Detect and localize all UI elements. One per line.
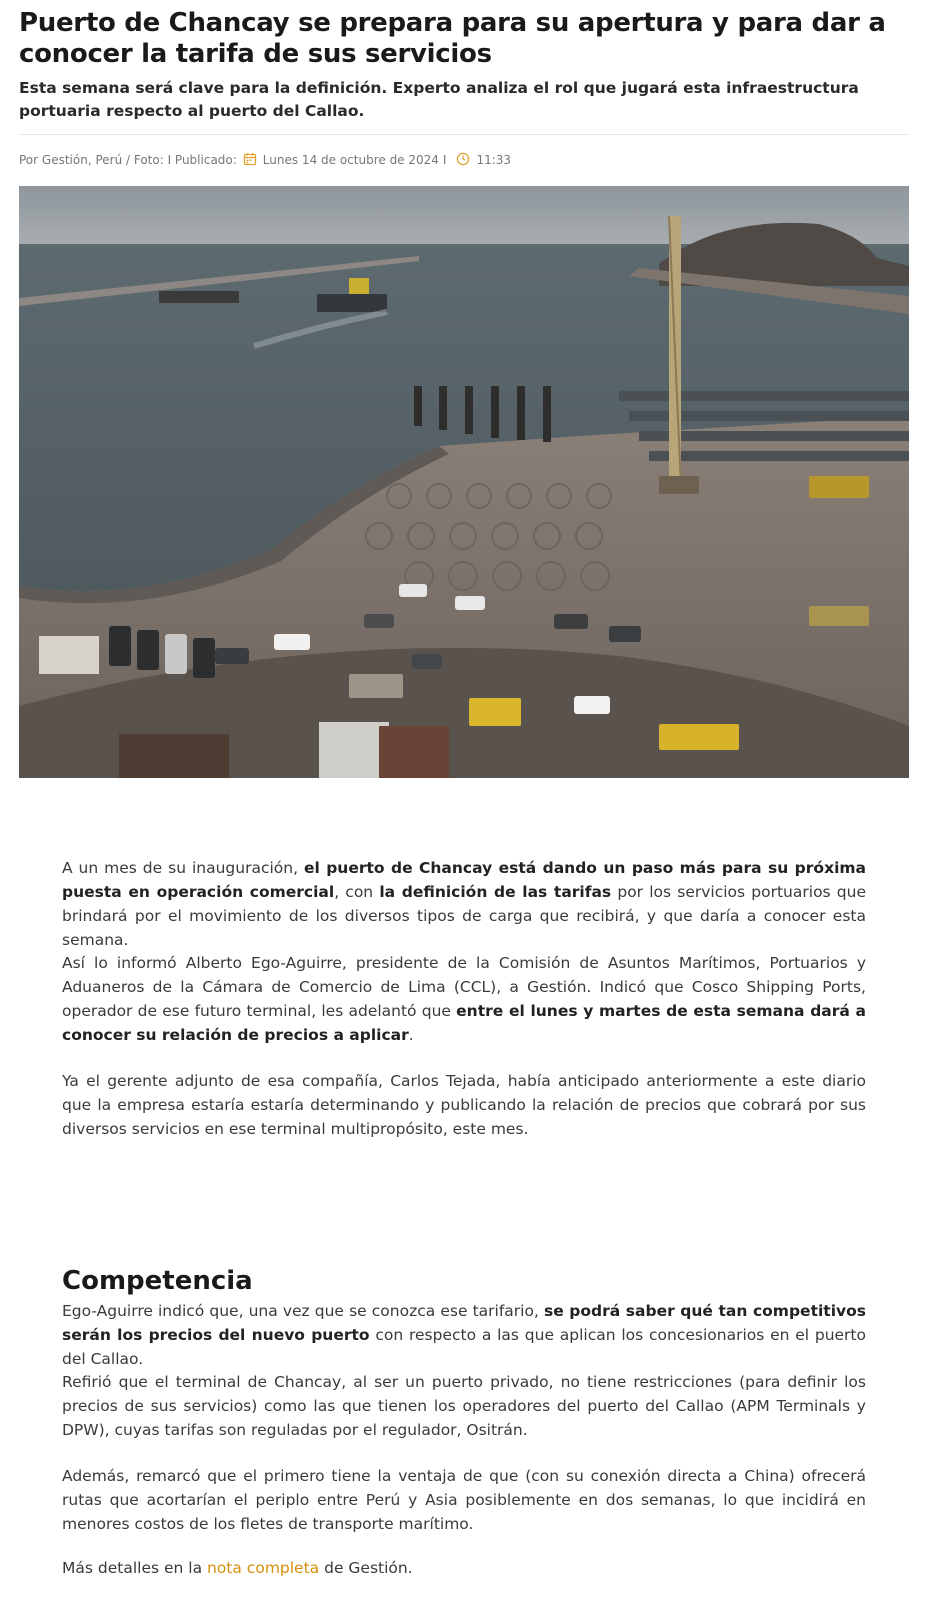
article-subtitle: Esta semana será clave para la definición. Experto analiza el rol que jugará esta infraestructura portuaria respecto al puerto del Callao. [19,79,859,120]
bold-span: la definición de las tarifas [379,883,612,901]
byline-date: Lunes 14 de octubre de 2024 [262,153,439,167]
paragraph-3 [62,1069,866,1141]
section-title: Competencia [62,1266,253,1296]
text-span: por los servicios portuarios que brindará por el movimiento de los diversos tipos de carga que recibirá, y que daría a conocer esta semana. [62,883,866,949]
text-span: con respecto a las que aplican los concesionarios en el puerto del Callao. [62,1326,866,1368]
section-paragraph-1 [62,1299,866,1371]
port-construction-photo [19,186,909,778]
byline [19,151,511,169]
article-title: Puerto de Chancay se prepara para su apertura y para dar a conocer la tarifa de sus servicios [19,8,886,69]
text-span: Además, remarcó que el primero tiene la ventaja de que (con su conexión directa a China) ofrecerá rutas que acortarían el periplo entre Perú y Asia posiblemente en dos semanas, lo que incidirá en menores costos de los fletes de transporte marítimo. [62,1467,866,1533]
text-span: , con [334,883,380,901]
text-span: Así lo informó Alberto Ego-Aguirre, presidente de la Comisión de Asuntos Marítimos, Portuarios y Aduaneros de la Cámara de Comercio de Lima (CCL), a Gestión. Indicó que Cosco Shipping Ports, operador de ese futuro terminal, les adelantó que [62,954,866,1020]
bold-span: se podrá saber qué tan competitivos serán los precios del nuevo puerto [62,1302,866,1344]
bold-span: entre el lunes y martes de esta semana dará a conocer su relación de precios a aplicar [62,1002,866,1044]
text-span: de Gestión. [319,1559,413,1577]
text-span: Ego-Aguirre indicó que, una vez que se conozca ese tarifario, [62,1302,544,1320]
paragraph-1 [62,856,866,952]
article-hero-image [19,186,909,778]
byline-author: Por Gestión, Perú / Foto: I Publicado: [19,153,237,167]
text-span: Refirió que el terminal de Chancay, al ser un puerto privado, no tiene restricciones (para definir los precios de sus servicios) como las que tienen los operadores del puerto del Callao (APM Terminals y DPW), cuyas tarifas son reguladas por el regulador, Ositrán. [62,1373,866,1439]
clock-icon [456,152,470,166]
bold-span: el puerto de Chancay está dando un paso más para su próxima puesta en operación comercial [62,859,866,901]
text-span: Ya el gerente adjunto de esa compañía, Carlos Tejada, había anticipado anteriormente a este diario que la empresa estaría estaría determinando y publicando la relación de precios que cobrará por sus diversos servicios en ese terminal multipropósito, este mes. [62,1072,866,1138]
text-span: . [408,1026,414,1044]
section-paragraph-4 [62,1556,866,1580]
byline-time: 11:33 [476,153,512,167]
divider [19,134,909,135]
full-article-link[interactable]: nota completa [207,1559,320,1577]
calendar-icon [243,152,257,166]
byline-separator: I [442,153,447,167]
section-paragraph-3 [62,1464,866,1536]
text-span: A un mes de su inauguración, [62,859,304,877]
text-span: Más detalles en la [62,1559,207,1577]
section-paragraph-2 [62,1370,866,1442]
paragraph-2 [62,951,866,1047]
